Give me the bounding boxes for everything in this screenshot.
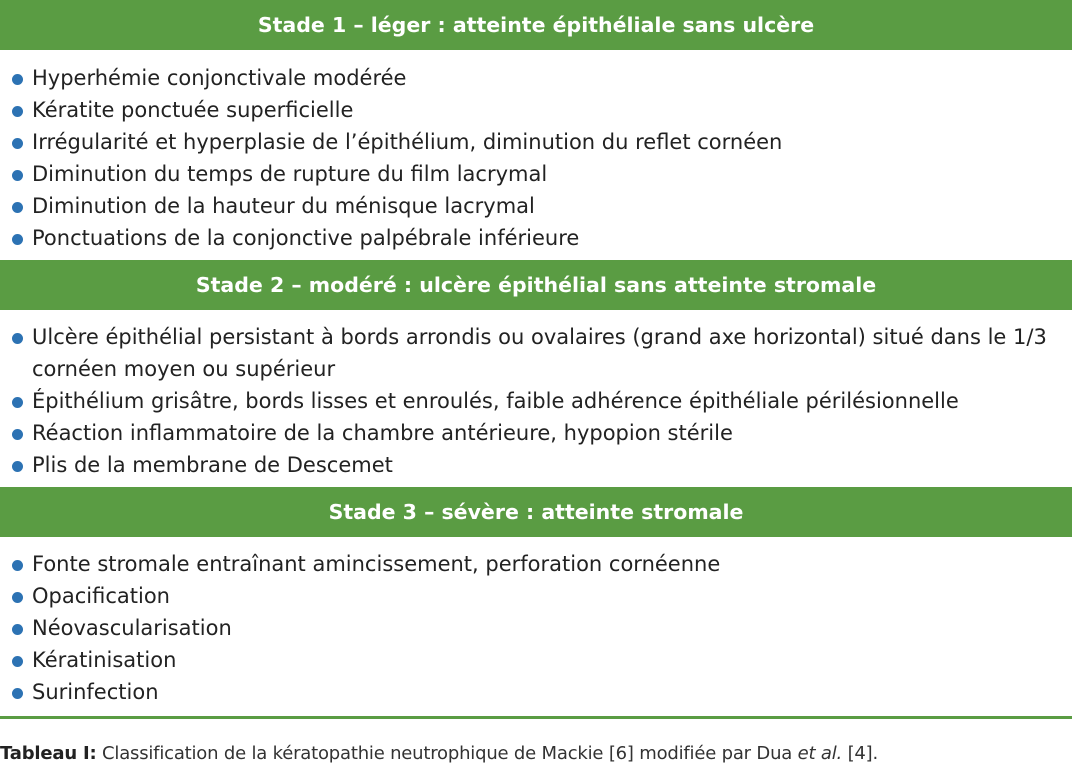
list-item: Irrégularité et hyperplasie de l’épithélium, diminution du reflet cornéen — [12, 126, 1072, 158]
bullet-icon — [12, 202, 23, 213]
list-item: Surinfection — [12, 676, 1072, 708]
bullet-icon — [12, 170, 23, 181]
list-item: Épithélium grisâtre, bords lisses et enroulés, faible adhérence épithéliale périlésionnelle — [12, 385, 1072, 417]
list-item: Diminution de la hauteur du ménisque lacrymal — [12, 190, 1072, 222]
bullet-icon — [12, 461, 23, 472]
stage-1-header: Stade 1 – léger : atteinte épithéliale sans ulcère — [0, 0, 1072, 50]
list-item: Kératite ponctuée superficielle — [12, 94, 1072, 126]
list-item: Fonte stromale entraînant amincissement, perforation cornéenne — [12, 548, 1072, 580]
caption-ref: [4]. — [842, 743, 878, 764]
bullet-icon — [12, 234, 23, 245]
table-caption — [0, 743, 878, 764]
bullet-icon — [12, 333, 23, 344]
list-item: Diminution du temps de rupture du film lacrymal — [12, 158, 1072, 190]
stage-2-list — [0, 310, 1072, 487]
stage-3-header: Stade 3 – sévère : atteinte stromale — [0, 487, 1072, 537]
bullet-icon — [12, 688, 23, 699]
list-item: Kératinisation — [12, 644, 1072, 676]
list-item: Réaction inflammatoire de la chambre antérieure, hypopion stérile — [12, 417, 1072, 449]
bullet-icon — [12, 106, 23, 117]
bullet-icon — [12, 74, 23, 85]
bullet-icon — [12, 592, 23, 603]
caption-italic: et al. — [797, 743, 843, 764]
list-item: Ponctuations de la conjonctive palpébrale inférieure — [12, 222, 1072, 254]
list-item: Néovascularisation — [12, 612, 1072, 644]
list-item: Opacification — [12, 580, 1072, 612]
stage-1-list — [0, 50, 1072, 260]
bullet-icon — [12, 560, 23, 571]
list-item: Plis de la membrane de Descemet — [12, 449, 1072, 481]
bullet-icon — [12, 429, 23, 440]
table-bottom-rule — [0, 716, 1072, 719]
bullet-icon — [12, 656, 23, 667]
list-item: Hyperhémie conjonctivale modérée — [12, 62, 1072, 94]
bullet-icon — [12, 138, 23, 149]
list-item: Ulcère épithélial persistant à bords arrondis ou ovalaires (grand axe horizontal) situé dans le 1/3 cornéen moyen ou supérieur — [12, 321, 1072, 385]
caption-text: Classification de la kératopathie neutrophique de Mackie [6] modifiée par Dua — [96, 743, 798, 764]
stage-3-list — [0, 537, 1072, 714]
caption-label: Tableau I: — [0, 743, 97, 764]
bullet-icon — [12, 397, 23, 408]
stage-2-header: Stade 2 – modéré : ulcère épithélial sans atteinte stromale — [0, 260, 1072, 310]
bullet-icon — [12, 624, 23, 635]
